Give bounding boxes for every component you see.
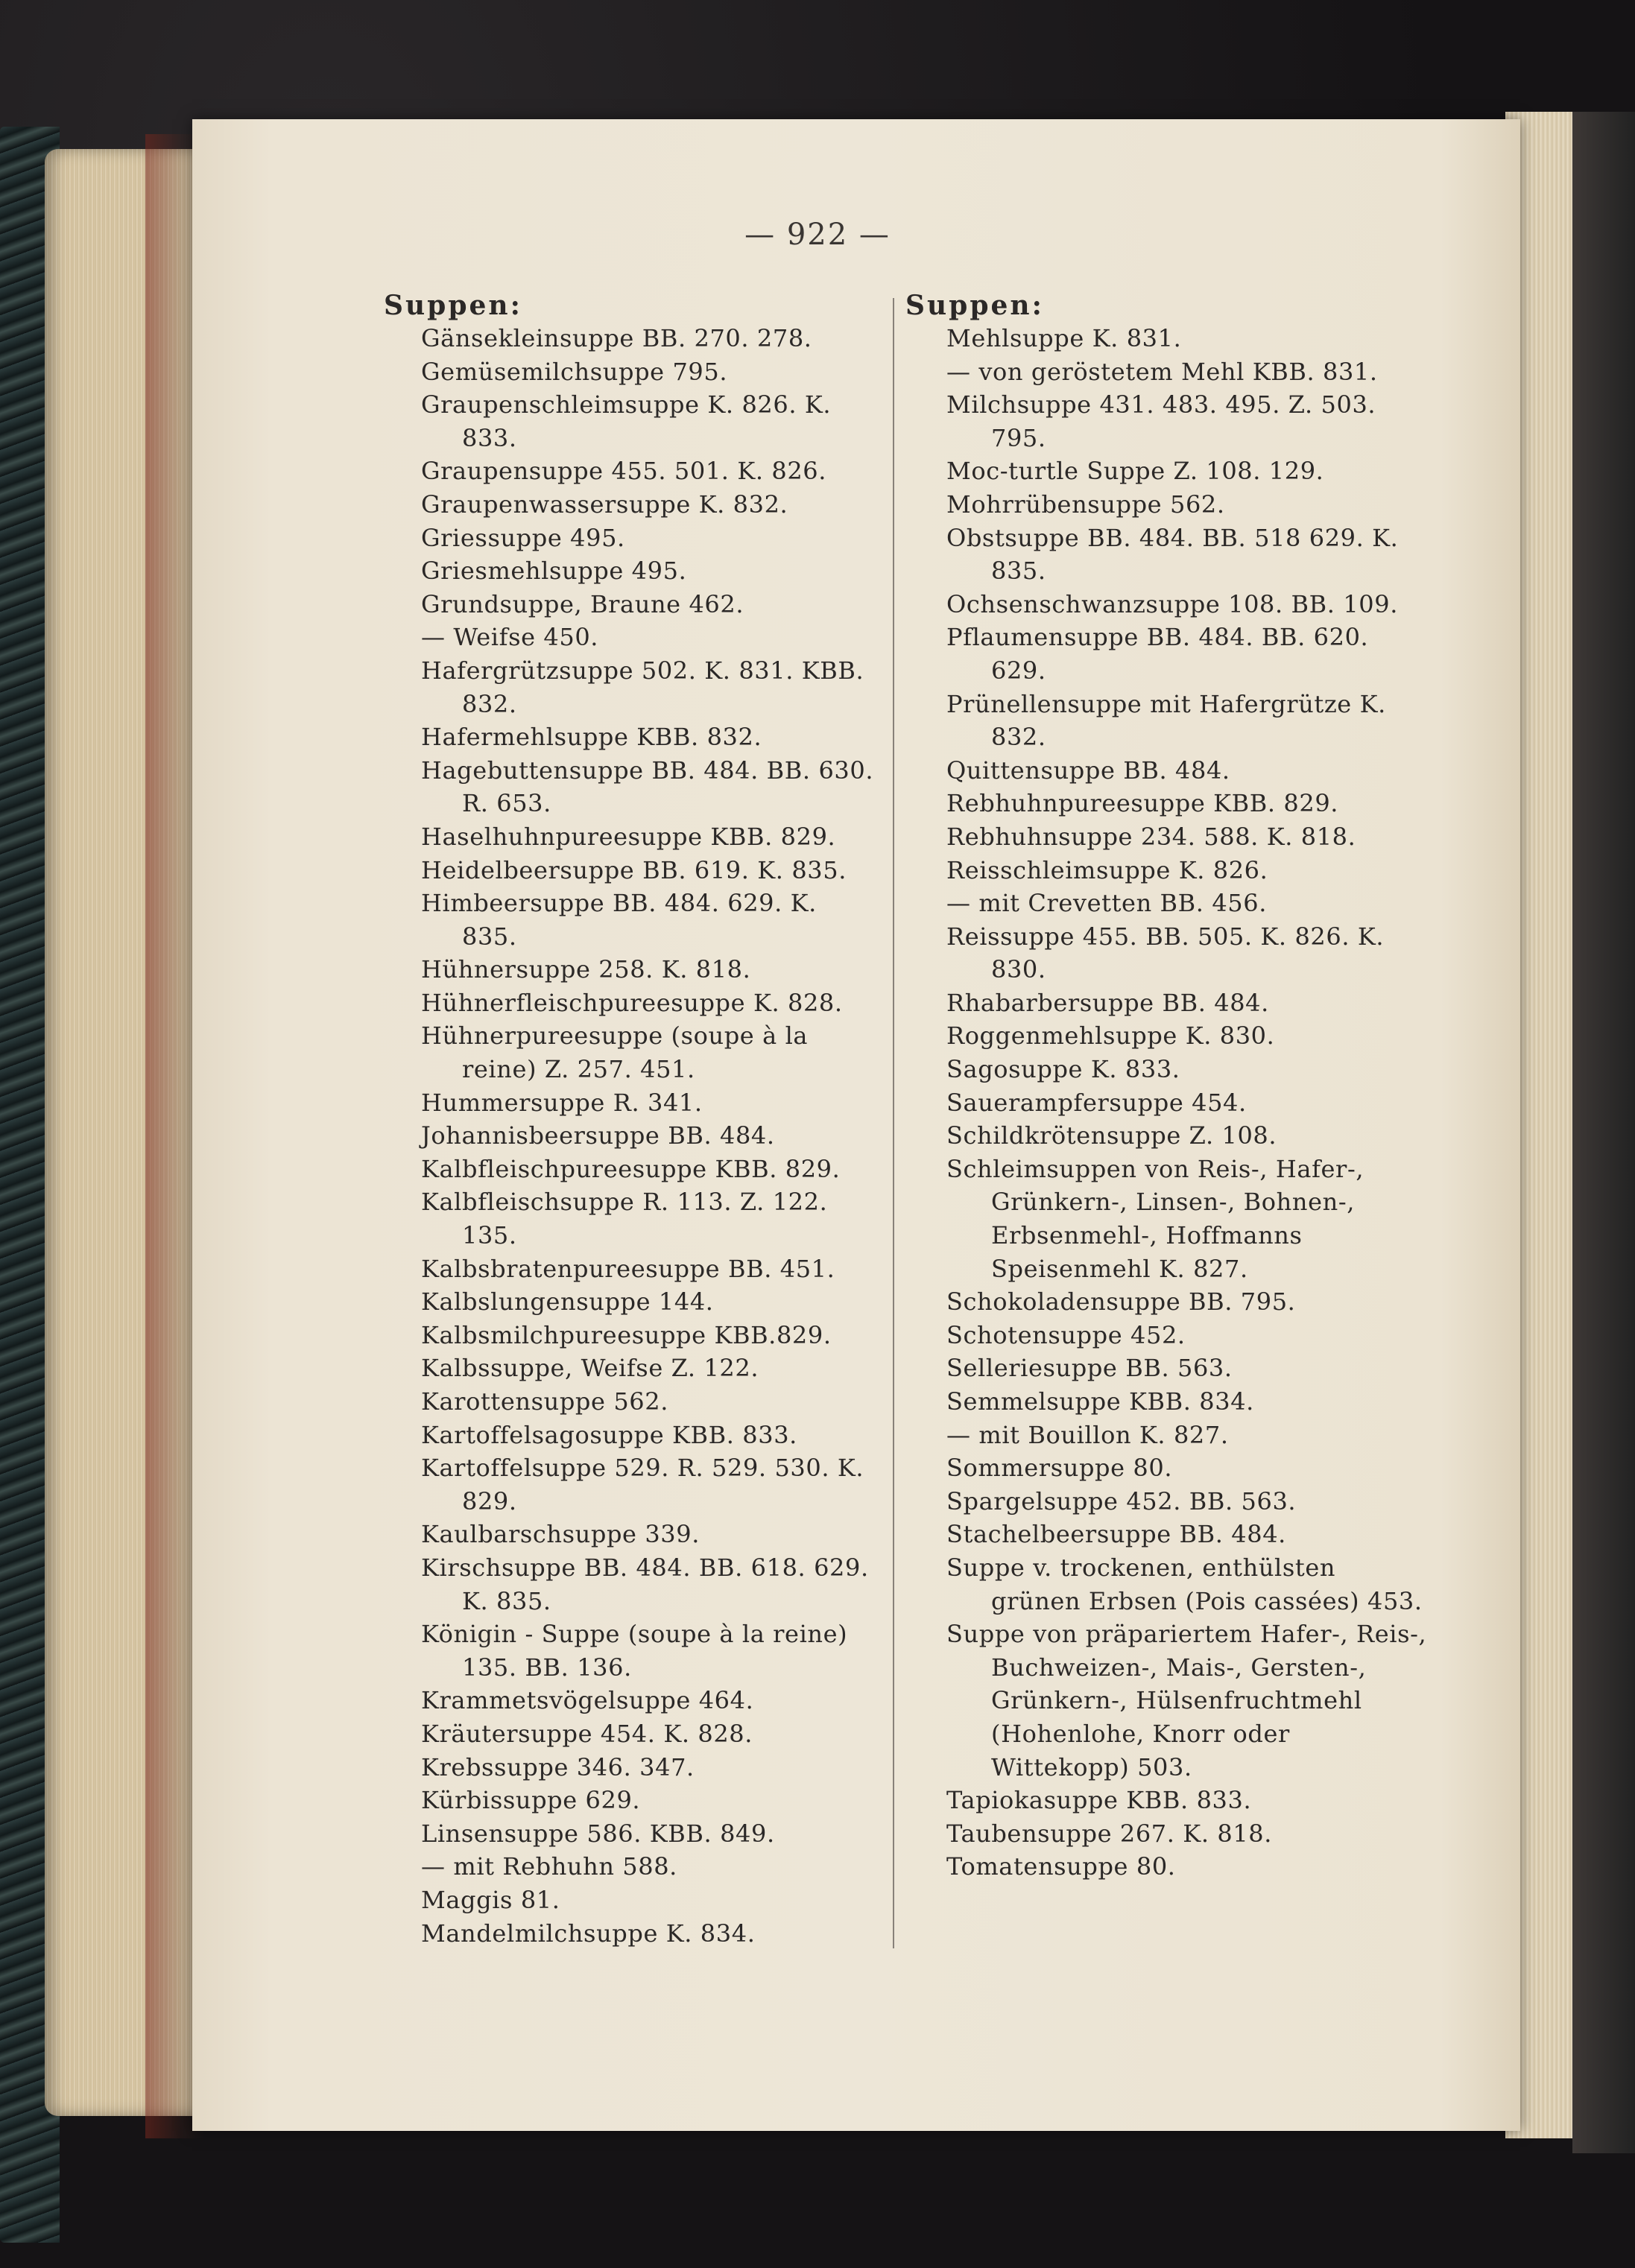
index-entry: Griesmehlsuppe 495. <box>421 557 687 586</box>
index-entry: Hühnerfleischpureesuppe K. 828. <box>421 988 843 1017</box>
index-entry: Schleimsuppen von Reis-, Hafer-, Grünkern-, Linsen-, Bohnen-, Erbsenmehl-, Hoffmanns Speisenmehl K. 827. <box>946 1154 1364 1283</box>
index-entry: Kalbfleischpureesuppe KBB. 829. <box>421 1154 841 1183</box>
index-entry: Linsensuppe 586. KBB. 849. <box>421 1819 775 1848</box>
index-entry: Reissuppe 455. BB. 505. K. 826. K. 830. <box>946 922 1385 984</box>
index-entry: Taubensuppe 267. K. 818. <box>946 1819 1273 1848</box>
index-entry: Gemüsemilchsuppe 795. <box>421 357 728 386</box>
index-entry: Quittensuppe BB. 484. <box>946 756 1230 785</box>
index-entry: Kalbslungensuppe 144. <box>421 1287 714 1317</box>
index-entry: Kaulbarschsuppe 339. <box>421 1520 700 1549</box>
index-entry: Reisschleimsuppe K. 826. <box>946 855 1268 884</box>
index-entry: Kartoffelsagosuppe KBB. 833. <box>421 1420 797 1449</box>
index-entry: Obstsuppe BB. 484. BB. 518 629. K. 835. <box>946 523 1399 586</box>
book-cover-right <box>1572 112 1635 2153</box>
index-entry: Johannisbeersuppe BB. 484. <box>421 1121 775 1150</box>
index-entry: Griessuppe 495. <box>421 523 625 552</box>
index-entry: Graupenwassersuppe K. 832. <box>421 490 788 519</box>
left-column-heading: Suppen: <box>384 290 522 321</box>
index-entry: Prünellensuppe mit Hafergrütze K. 832. <box>946 689 1386 752</box>
index-entry: Schokoladensuppe BB. 795. <box>946 1287 1296 1317</box>
index-entry: Semmelsuppe KBB. 834. <box>946 1387 1254 1416</box>
index-entry: Selleriesuppe BB. 563. <box>946 1354 1233 1383</box>
index-entry: Rebhuhnsuppe 234. 588. K. 818. <box>946 822 1356 851</box>
index-entry: Sommersuppe 80. <box>946 1454 1173 1483</box>
index-entry: Graupensuppe 455. 501. K. 826. <box>421 457 827 486</box>
index-entry: Krammetsvögelsuppe 464. <box>421 1686 754 1715</box>
index-entry: Grundsuppe, Braune 462. <box>421 589 744 618</box>
index-entry: Stachelbeersuppe BB. 484. <box>946 1520 1286 1549</box>
index-entry: Hafergrützsuppe 502. K. 831. KBB. 832. <box>421 656 864 718</box>
index-entry: Kartoffelsuppe 529. R. 529. 530. K. 829. <box>421 1454 864 1515</box>
index-entry: — mit Rebhuhn 588. <box>421 1852 677 1881</box>
index-entry: Roggenmehlsuppe K. 830. <box>946 1021 1275 1051</box>
index-entry: Tapiokasuppe KBB. 833. <box>946 1786 1252 1815</box>
index-entry: Hühnersuppe 258. K. 818. <box>421 955 751 984</box>
index-entry: Hummersuppe R. 341. <box>421 1088 703 1117</box>
index-entry: Suppe v. trockenen, enthülsten grünen Erbsen (Pois cassées) 453. <box>946 1553 1423 1615</box>
index-entry: Kürbissuppe 629. <box>421 1786 641 1815</box>
index-entry: Gänsekleinsuppe BB. 270. 278. <box>421 324 812 352</box>
index-entry: Himbeersuppe BB. 484. 629. K. 835. <box>421 889 817 951</box>
index-entry: Graupenschleimsuppe K. 826. K. 833. <box>421 390 832 452</box>
index-entry: Haselhuhnpureesuppe KBB. 829. <box>421 822 836 851</box>
index-entry: Pflaumensuppe BB. 484. BB. 620. 629. <box>946 623 1369 685</box>
index-entry: Karottensuppe 562. <box>421 1387 668 1416</box>
right-entry-list <box>905 322 1427 1884</box>
index-entry: Hafermehlsuppe KBB. 832. <box>421 723 762 752</box>
index-entry: Sagosuppe K. 833. <box>946 1055 1180 1084</box>
index-entry: Rhabarbersuppe BB. 484. <box>946 988 1269 1017</box>
left-entry-list <box>384 322 876 1950</box>
index-entry: — mit Bouillon K. 827. <box>946 1420 1229 1449</box>
index-entry: Heidelbeersuppe BB. 619. K. 835. <box>421 855 847 884</box>
right-column-heading: Suppen: <box>905 290 1044 321</box>
page-number: — 922 — <box>744 218 891 252</box>
index-entry: — von geröstetem Mehl KBB. 831. <box>946 357 1378 386</box>
index-entry: Maggis 81. <box>421 1885 560 1914</box>
right-column <box>905 289 1427 1884</box>
column-divider <box>893 298 894 1948</box>
index-entry: Suppe von präpariertem Hafer-, Reis-, Buchweizen-, Mais-, Gersten-, Grünkern-, Hülsenfruchtmehl (Hohenlohe, Knorr oder Wittekopp) 503. <box>946 1620 1427 1781</box>
index-entry: Mehlsuppe K. 831. <box>946 324 1182 352</box>
index-entry: Milchsuppe 431. 483. 495. Z. 503. 795. <box>946 390 1376 452</box>
index-entry: Kalbfleischsuppe R. 113. Z. 122. 135. <box>421 1188 828 1250</box>
index-entry: Kalbsmilchpureesuppe KBB.829. <box>421 1320 832 1349</box>
index-entry: Kräutersuppe 454. K. 828. <box>421 1719 753 1748</box>
index-entry: Ochsenschwanzsuppe 108. BB. 109. <box>946 589 1398 618</box>
index-entry: Königin - Suppe (soupe à la reine) 135. BB. 136. <box>421 1620 848 1682</box>
index-entry: Rebhuhnpureesuppe KBB. 829. <box>946 789 1339 818</box>
index-entry: Kalbssuppe, Weifse Z. 122. <box>421 1354 759 1383</box>
index-entry: Hagebuttensuppe BB. 484. BB. 630. R. 653. <box>421 756 874 818</box>
index-entry: Tomatensuppe 80. <box>946 1852 1176 1881</box>
index-entry: Krebssuppe 346. 347. <box>421 1752 695 1781</box>
index-entry: Hühnerpureesuppe (soupe à la reine) Z. 257. 451. <box>421 1021 809 1084</box>
index-entry: — mit Crevetten BB. 456. <box>946 889 1267 918</box>
index-entry: Mandelmilchsuppe K. 834. <box>421 1919 756 1948</box>
index-entry: — Weifse 450. <box>421 623 599 652</box>
index-entry: Spargelsuppe 452. BB. 563. <box>946 1486 1297 1515</box>
index-entry: Kalbsbratenpureesuppe BB. 451. <box>421 1254 835 1283</box>
index-entry: Mohrrübensuppe 562. <box>946 490 1225 519</box>
index-entry: Moc-turtle Suppe Z. 108. 129. <box>946 457 1324 486</box>
index-entry: Sauerampfersuppe 454. <box>946 1088 1247 1117</box>
index-entry: Schildkrötensuppe Z. 108. <box>946 1121 1277 1150</box>
index-entry: Kirschsuppe BB. 484. BB. 618. 629. K. 835. <box>421 1553 869 1615</box>
index-entry: Schotensuppe 452. <box>946 1320 1186 1349</box>
left-column <box>384 289 876 1950</box>
